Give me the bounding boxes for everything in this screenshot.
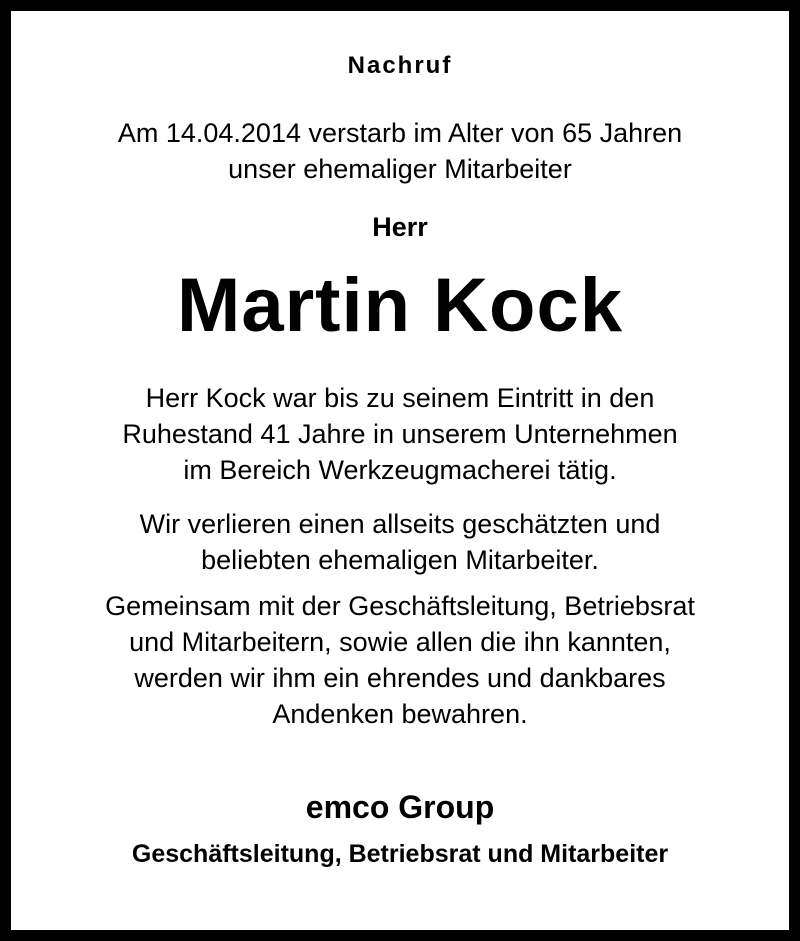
notice-heading: Nachruf <box>347 52 453 79</box>
salutation: Herr <box>372 212 428 242</box>
signatories: Geschäftsleitung, Betriebsrat und Mitarbeiter <box>131 840 669 868</box>
paragraph-line: Andenken bewahren. <box>272 699 528 729</box>
remembrance-paragraph <box>0 588 800 732</box>
paragraph-line: werden wir ihm ein ehrendes und dankbares <box>134 663 666 693</box>
career-paragraph <box>0 380 800 488</box>
deceased-name: Martin Kock <box>177 263 623 348</box>
intro-text <box>0 115 800 187</box>
company-name: emco Group <box>305 789 495 825</box>
intro-line: unser ehemaliger Mitarbeiter <box>228 154 572 184</box>
paragraph-line: und Mitarbeitern, sowie allen die ihn kannten, <box>129 627 671 657</box>
paragraph-line: im Bereich Werkzeugmacherei tätig. <box>183 455 617 485</box>
paragraph-line: Herr Kock war bis zu seinem Eintritt in den <box>145 383 655 413</box>
tribute-paragraph <box>0 506 800 578</box>
paragraph-line: Ruhestand 41 Jahre in unserem Unternehmen <box>122 419 678 449</box>
intro-line: Am 14.04.2014 verstarb im Alter von 65 Jahren <box>117 118 683 148</box>
paragraph-line: beliebten ehemaligen Mitarbeiter. <box>201 545 599 575</box>
paragraph-line: Wir verlieren einen allseits geschätzten und <box>139 509 661 539</box>
paragraph-line: Gemeinsam mit der Geschäftsleitung, Betriebsrat <box>105 591 695 621</box>
